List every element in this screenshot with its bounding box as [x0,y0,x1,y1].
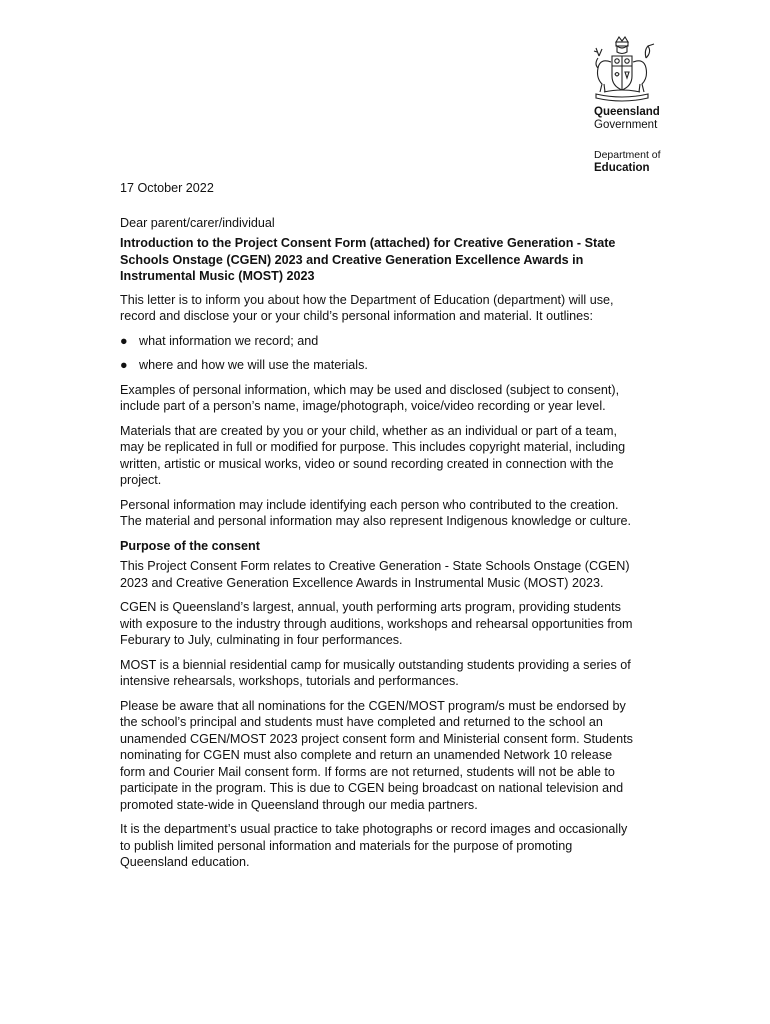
examples-paragraph: Examples of personal information, which may be used and disclosed (subject to consent), include part of a person’s name, image/photograph, voice/video recording or year level. [120,382,620,413]
cgen-paragraph: CGEN is Queensland’s largest, annual, youth performing arts program, providing students with exposure to the industry through auditions, workshops and rehearsal opportunities from Feburary to July, culminating in four performances. [120,600,633,647]
dept-line-1: Department of [594,149,661,161]
org-line-2: Government [594,119,658,131]
list-item-text: what information we record; and [139,333,319,348]
letter-subject: Introduction to the Project Consent Form (attached) for Creative Generation - State Schools Onstage (CGEN) 2023 and Creative Generation Excellence Awards in Instrumental Music (MOST) 2023 [120,236,616,283]
personal-info-paragraph: Personal information may include identifying each person who contributed to the creation. The material and personal information may also represent Indigenous knowledge or culture. [120,497,632,528]
bullet-icon: ● [120,358,128,372]
org-line-1: Queensland [594,106,660,118]
queensland-coat-of-arms-icon [586,34,658,106]
letter-date: 17 October 2022 [120,181,214,195]
relates-paragraph: This Project Consent Form relates to Creative Generation - State Schools Onstage (CGEN) 2023 and Creative Generation Excellence Awards in Instrumental Music (MOST) 2023. [120,559,630,590]
intro-paragraph: This letter is to inform you about how the Department of Education (department) will use, record and disclose your or your child’s personal information and material. It outlines: [120,292,614,323]
list-item [120,333,640,350]
most-paragraph: MOST is a biennial residential camp for musically outstanding students providing a series of intensive rehearsals, workshops, tutorials and performances. [120,657,631,688]
practice-paragraph: It is the department’s usual practice to take photographs or record images and occasionally to publish limited personal information and materials for the purpose of promoting Queensland education. [120,822,628,869]
outline-list [120,333,640,374]
list-item-text: where and how we will use the materials. [139,358,368,372]
queensland-government-wordmark [594,106,660,132]
list-item [120,357,640,374]
department-wordmark [594,149,661,175]
bullet-icon: ● [120,333,128,348]
salutation: Dear parent/carer/individual [120,215,275,230]
purpose-heading: Purpose of the consent [120,538,260,553]
dept-line-2: Education [594,162,650,174]
materials-paragraph: Materials that are created by you or your child, whether as an individual or part of a team, may be replicated in full or modified for purpose. This includes copyright material, including written, artistic or musical works, video or sound recording created in connection with the project. [120,423,626,487]
letter-body [120,180,640,879]
nominations-paragraph: Please be aware that all nominations for the CGEN/MOST program/s must be endorsed by the school’s principal and students must have completed and returned to the school an unamended CGEN/MOST 2023 project consent form and Ministerial consent form. Students nominating for CGEN must also complete and return an unamended Network 10 release form and Courier Mail consent form. If forms are not returned, students will not be able to participate in the program. This is due to CGEN being broadcast on national television and promoted state-wide in Queensland through our media partners. [120,698,633,812]
